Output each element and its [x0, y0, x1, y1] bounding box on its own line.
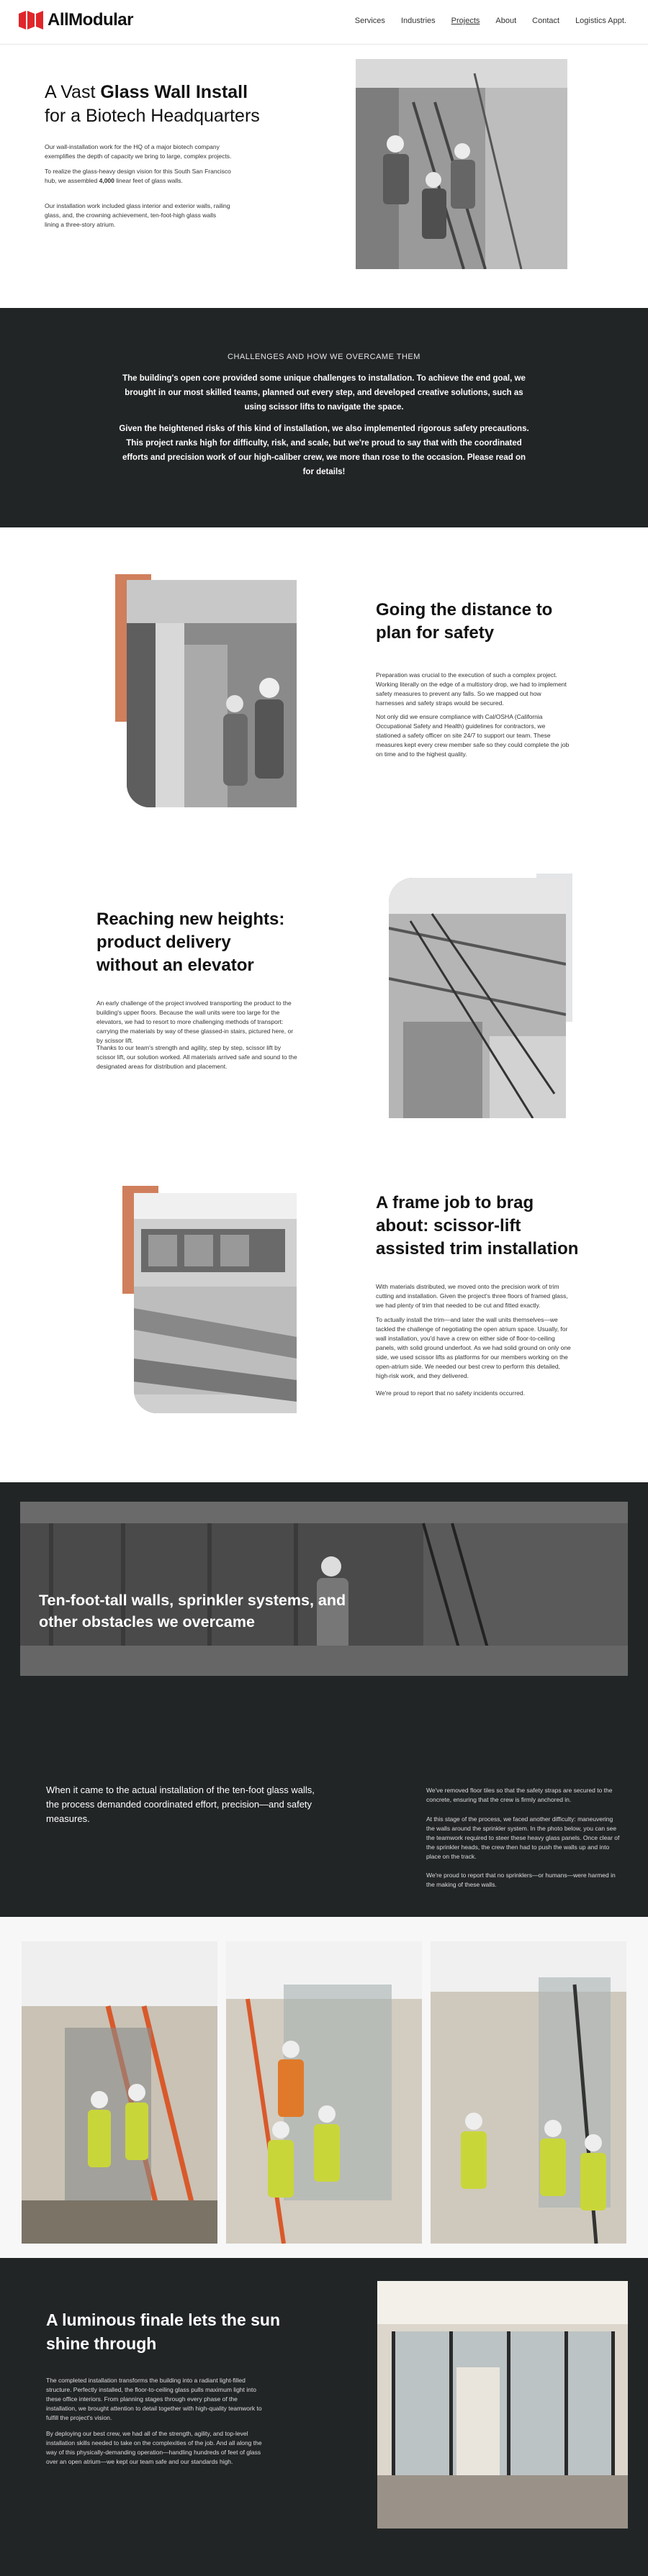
challenges-section — [0, 308, 648, 527]
challenges-kicker: CHALLENGES AND HOW WE OVERCAME THEM — [228, 353, 420, 361]
brand-name: AllModular — [48, 10, 133, 30]
hero-title-pre: A Vast — [45, 82, 101, 102]
challenges-paragraph-2: Given the heightened risks of this kind of installation, we also implemented rigorous safety precautions. This project ranks high for difficulty, risk, and scale, but we're proud to say that with the coordinated efforts and precision work of our high-caliber crew, we more than rose to the occasion. Please read on for details! — [119, 425, 529, 476]
obstacles-title: Ten-foot-tall walls, sprinkler systems, and other obstacles we overcame — [39, 1592, 346, 1631]
obstacles-banner-photo — [20, 1502, 628, 1676]
nav-services[interactable]: Services — [354, 17, 385, 25]
safety-paragraph-1: Preparation was crucial to the execution of such a complex project. Working literally on the edge of a multistory drop, we had to implement safety measures to prevent any falls. So we mapped out how harnesses and safety straps would be secured. — [376, 671, 567, 707]
delivery-paragraph-2: Thanks to our team's strength and agility, step by step, scissor lift by scissor lift, our solution worked. All materials arrived safe and sound to the designated areas for distribution and placement. — [96, 1044, 297, 1070]
nav-industries[interactable]: Industries — [400, 17, 436, 25]
nav-contact[interactable]: Contact — [532, 17, 560, 25]
challenges-paragraph-1: The building's open core provided some unique challenges to installation. To achieve the end goal, we brought in our most skilled teams, planned out every step, and developed creative solutions, such as using scissor lifts to navigate the space. — [122, 374, 526, 412]
frame-title: A frame job to brag about: scissor-lift assisted trim installation — [376, 1193, 579, 1258]
hero-photo-crew-on-ladders — [356, 59, 567, 269]
delivery-paragraph-1: An early challenge of the project involved transporting the product to the building's upper floors. Because the wall units were too large for the elevators, we had to resort to more challenging methods of transport: carrying the materials by way of these glassed-in stairs, pictured here, or by scissor lift. — [96, 999, 294, 1044]
gallery-photo-1 — [22, 1941, 217, 2244]
obstacles-paragraph-1: We've removed floor tiles so that the safety straps are secured to the concrete, ensuring that the crew is firmly anchored in. — [426, 1787, 613, 1803]
brand-logo[interactable] — [19, 10, 133, 30]
hero-title — [45, 81, 318, 128]
finale-paragraph-1: The completed installation transforms the building into a radiant light-filled structure. Perfectly installed, the floor-to-ceiling glass pulls maximum light into these office interiors. From planning stages through every phase of the installation, we brought attention to detail together with high-quality teamwork to fulfill the project's vision. — [46, 2377, 262, 2421]
delivery-title: Reaching new heights: product delivery without an elevator — [96, 910, 285, 975]
allmodular-logo-icon — [19, 11, 43, 30]
main-nav — [355, 17, 626, 25]
hero-title-bold: Glass Wall Install — [100, 82, 248, 102]
nav-projects[interactable]: Projects — [451, 17, 480, 25]
finale-paragraph-2: By deploying our best crew, we had all of the strength, agility, and top-level installation skills needed to take on the complexities of the job. And all along the way of this physically-demanding operation—handling hundreds of feet of glass over an open atrium—we kept our team safe and our standards high. — [46, 2430, 262, 2465]
delivery-photo-glassed-stairs — [389, 878, 566, 1118]
nav-about[interactable]: About — [495, 17, 517, 25]
obstacles-lead: When it came to the actual installation of the ten-foot glass walls, the process demanded coordinated effort, precision—and safety measures. — [46, 1784, 315, 1824]
obstacles-paragraph-3: We're proud to report that no sprinklers—or humans—were harmed in the making of these walls. — [426, 1872, 616, 1888]
finale-title: A luminous finale lets the sun shine through — [46, 2310, 281, 2353]
hero-paragraph-1: Our wall-installation work for the HQ of a major biotech company exemplifies the depth of capacity we bring to large, complex projects. — [45, 143, 232, 160]
frame-paragraph-2: To actually install the trim—and later the wall units themselves—we tackled the challenge of negotiating the open atrium space. Usually, for wall installation, you'd have a crew on either side of floor-to-ceiling panels, with solid ground underfoot. As we had solid ground on only one side, we used scissor lifts as platforms for our members working on the open-atrium side. We needed our best crew to perform this detailed, high-risk work, and they delivered. — [376, 1316, 571, 1379]
gallery-photo-2 — [226, 1941, 422, 2244]
nav-logistics-appt[interactable]: Logistics Appt. — [575, 17, 626, 25]
hero-paragraph-3: Our installation work included glass interior and exterior walls, railing glass, and, the crowning achievement, ten-foot-high glass walls lining a three-story atrium. — [45, 202, 230, 228]
finale-photo-finished-office — [377, 2281, 628, 2529]
site-header — [0, 0, 648, 45]
frame-paragraph-1: With materials distributed, we moved onto the precision work of trim cutting and installation. Given the project's three floors of framed glass, we had plenty of trim that needed to be cut and fitted exactly. — [376, 1283, 568, 1309]
hero-title-post: for a Biotech Headquarters — [45, 106, 260, 126]
safety-photo-crew-in-harness — [127, 580, 297, 807]
gallery-photo-3 — [431, 1941, 626, 2244]
obstacles-paragraph-2: At this stage of the process, we faced another difficulty: maneuvering the walls around the sprinkler system. In the photo below, you can see the teamwork required to steer these heavy glass panels. Once clear of the sprinkler heads, the crew then had to push the walls up and into place on the track. — [426, 1815, 620, 1860]
safety-paragraph-2: Not only did we ensure compliance with Cal/OSHA (California Occupational Safety and Health) guidelines for contractors, we stationed a safety officer on site 24/7 to support our team. These measures kept every crew member safe so they could complete the job on time and to the highest quality. — [376, 713, 570, 758]
frame-paragraph-3: We're proud to report that no safety incidents occurred. — [376, 1389, 525, 1397]
frame-photo-trim-install — [134, 1193, 297, 1413]
safety-title: Going the distance to plan for safety — [376, 600, 553, 643]
hero-paragraph-2: To realize the glass-heavy design vision for this South San Francisco hub, we assembled 4,000 linear feet of glass walls. — [45, 168, 231, 184]
